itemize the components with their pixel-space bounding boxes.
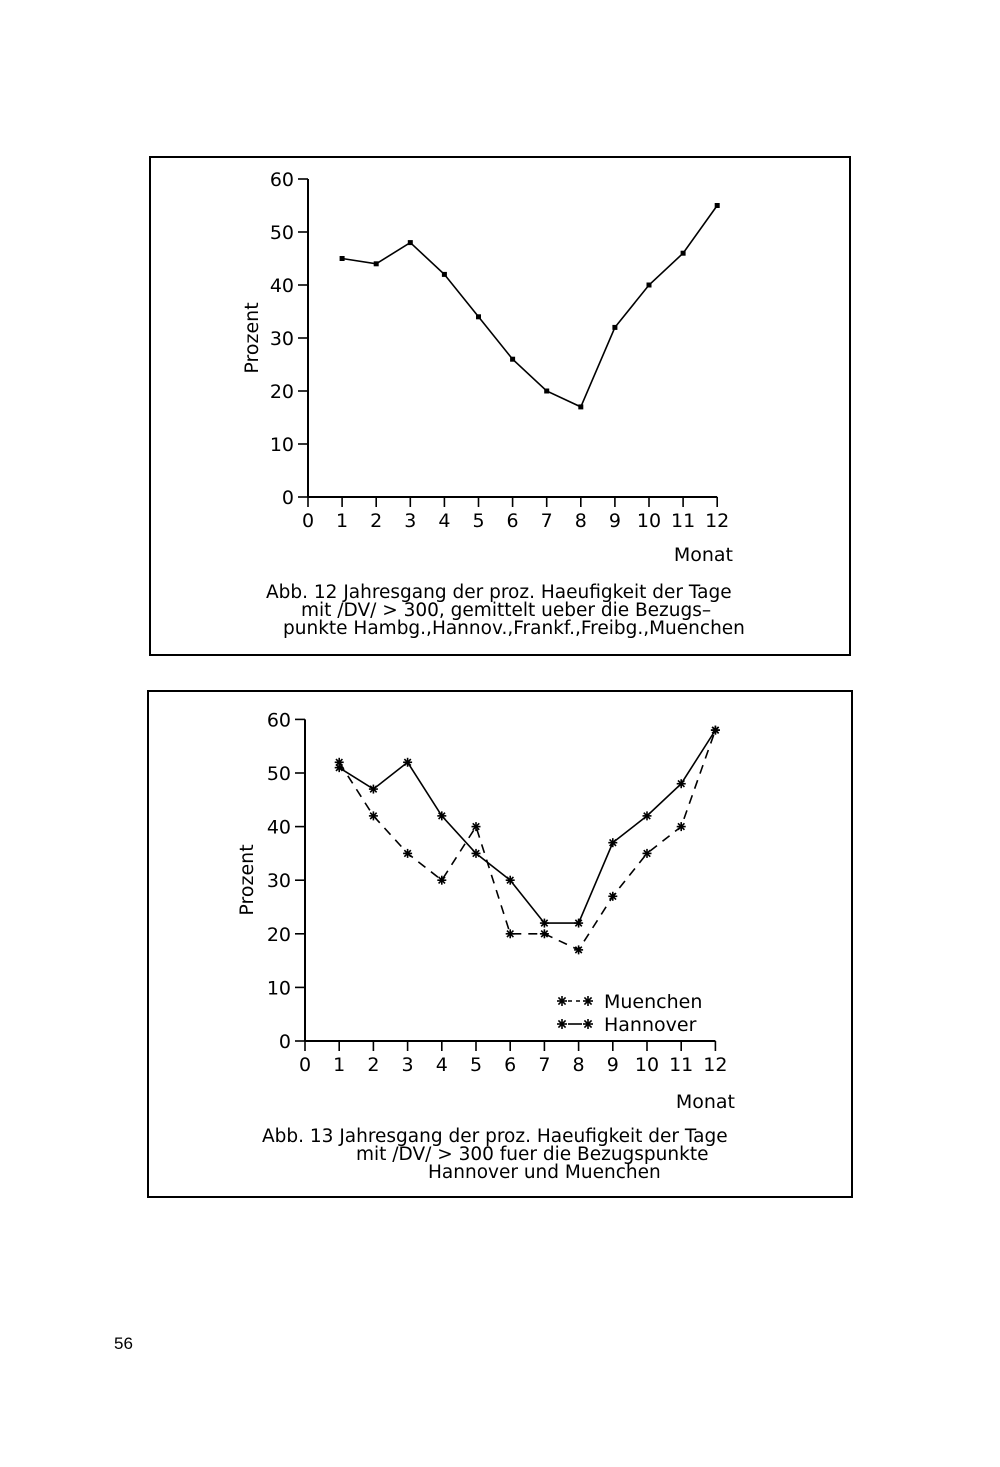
chart1-x-tick-label: 1 — [336, 510, 349, 532]
chart2-data-point — [369, 785, 378, 794]
chart1-data-point — [476, 314, 481, 319]
chart1-y-tick-label: 20 — [269, 381, 294, 403]
chart2-x-tick-label: 8 — [572, 1054, 585, 1076]
chart2-series-muenchen — [339, 730, 715, 950]
chart1-data-point — [681, 251, 686, 256]
caption-abb12-line3: punkte Hambg.,Hannov.,Frankf.,Freibg.,Muenchen — [283, 618, 745, 639]
chart2-y-tick-label: 20 — [266, 923, 291, 946]
chart2-data-point — [335, 763, 344, 772]
chart1-y-tick-label: 50 — [269, 222, 294, 244]
chart2-x-tick-label: 9 — [606, 1054, 619, 1076]
chart2-x-tick-label: 5 — [469, 1054, 483, 1076]
chart1-y-tick-label: 40 — [269, 275, 294, 297]
chart2-data-point — [608, 892, 617, 901]
caption-abb12-line2: mit /DV/ > 300, gemittelt ueber die Bezugs– — [301, 600, 712, 621]
chart1-y-tick-label: 10 — [269, 434, 294, 456]
chart1-x-tick-label: 11 — [671, 510, 696, 532]
chart2-x-axis-label: Monat — [675, 1091, 735, 1113]
chart2-y-tick-label: 50 — [266, 763, 291, 785]
chart2-data-point — [677, 779, 686, 788]
chart1-x-tick-label: 9 — [608, 510, 621, 532]
chart2-y-tick-label: 10 — [266, 977, 291, 1000]
chart1-x-tick-label: 0 — [301, 510, 315, 532]
chart1-data-point — [374, 261, 379, 266]
chart2-series-hannover — [339, 730, 715, 923]
chart1-series-line — [342, 206, 717, 407]
chart1-y-tick-label: 0 — [281, 487, 294, 509]
chart2-data-point — [677, 822, 686, 831]
caption-abb13-line1: Abb. 13 Jahresgang der proz. Haeufigkeit der Tage — [262, 1126, 728, 1147]
page-number: 56 — [114, 1334, 133, 1353]
chart2-data-point — [574, 919, 583, 928]
chart2-data-point — [437, 876, 446, 885]
chart1-x-tick-label: 2 — [370, 510, 383, 532]
chart2-data-point — [711, 726, 720, 735]
chart2-x-tick-label: 10 — [634, 1054, 660, 1076]
chart2-data-point — [574, 945, 583, 954]
chart2-data-point — [643, 811, 652, 820]
chart1-x-tick-label: 6 — [506, 510, 519, 532]
chart1-data-point — [340, 256, 345, 261]
chart2-data-point — [403, 758, 412, 767]
chart2-legend-marker — [583, 1019, 593, 1029]
chart2-x-tick-label: 4 — [435, 1054, 448, 1076]
chart1-data-point — [647, 283, 652, 288]
chart2-data-point — [506, 929, 515, 938]
chart2-x-tick-label: 2 — [367, 1054, 380, 1076]
chart2-legend-marker — [583, 996, 593, 1006]
chart1-data-point — [442, 272, 447, 277]
chart1-data-point — [510, 357, 515, 362]
chart1-x-tick-label: 5 — [472, 510, 485, 532]
chart2-x-tick-label: 1 — [333, 1054, 346, 1076]
chart2-x-tick-label: 3 — [401, 1054, 414, 1076]
caption-abb13-line3: Hannover und Muenchen — [428, 1162, 661, 1183]
chart2-legend-label: Hannover — [604, 1014, 697, 1036]
chart1-x-tick-label: 3 — [404, 510, 417, 532]
chart2-x-tick-label: 12 — [703, 1054, 728, 1076]
chart2-y-tick-label: 30 — [266, 870, 291, 893]
chart1-data-point — [715, 203, 720, 208]
chart2-y-tick-label: 40 — [266, 816, 291, 839]
chart2-legend-label: Muenchen — [604, 991, 703, 1013]
chart2-data-point — [437, 811, 446, 820]
chart2-x-tick-label: 6 — [504, 1054, 517, 1076]
chart2-data-point — [369, 811, 378, 820]
chart2-data-point — [472, 822, 481, 831]
chart1-data-point — [544, 389, 549, 394]
chart1-y-tick-label: 30 — [269, 328, 294, 350]
chart1-x-tick-label: 7 — [540, 510, 553, 532]
chart2-y-tick-label: 60 — [266, 709, 291, 732]
chart1-y-axis-label: Prozent — [241, 302, 263, 374]
chart1-x-tick-label: 10 — [636, 510, 662, 532]
caption-abb12-line1: Abb. 12 Jahresgang der proz. Haeufigkeit der Tage — [266, 582, 732, 603]
caption-abb13-line2: mit /DV/ > 300 fuer die Bezugspunkte — [356, 1144, 709, 1165]
chart2-y-tick-label: 0 — [278, 1031, 291, 1053]
chart1-x-axis-label: Monat — [673, 544, 733, 566]
chart2-data-point — [540, 929, 549, 938]
chart1-x-tick-label: 8 — [574, 510, 587, 532]
chart2-legend-marker — [557, 996, 567, 1006]
chart1-x-tick-label: 12 — [705, 510, 730, 532]
chart2-y-axis-label: Prozent — [236, 844, 258, 916]
chart1-data-point — [408, 240, 413, 245]
chart2-data-point — [643, 849, 652, 858]
chart1-data-point — [612, 325, 617, 330]
chart2-data-point — [472, 849, 481, 858]
chart2-data-point — [403, 849, 412, 858]
chart2-data-point — [540, 919, 549, 928]
chart2-x-tick-label: 7 — [538, 1054, 551, 1076]
chart1-data-point — [578, 404, 583, 409]
chart1-y-tick-label: 60 — [269, 169, 294, 191]
chart2-x-tick-label: 0 — [298, 1054, 312, 1076]
chart2-x-tick-label: 11 — [669, 1054, 694, 1076]
chart2-data-point — [506, 876, 515, 885]
chart1-x-tick-label: 4 — [438, 510, 451, 532]
chart2-legend-marker — [557, 1019, 567, 1029]
chart2-data-point — [608, 838, 617, 847]
